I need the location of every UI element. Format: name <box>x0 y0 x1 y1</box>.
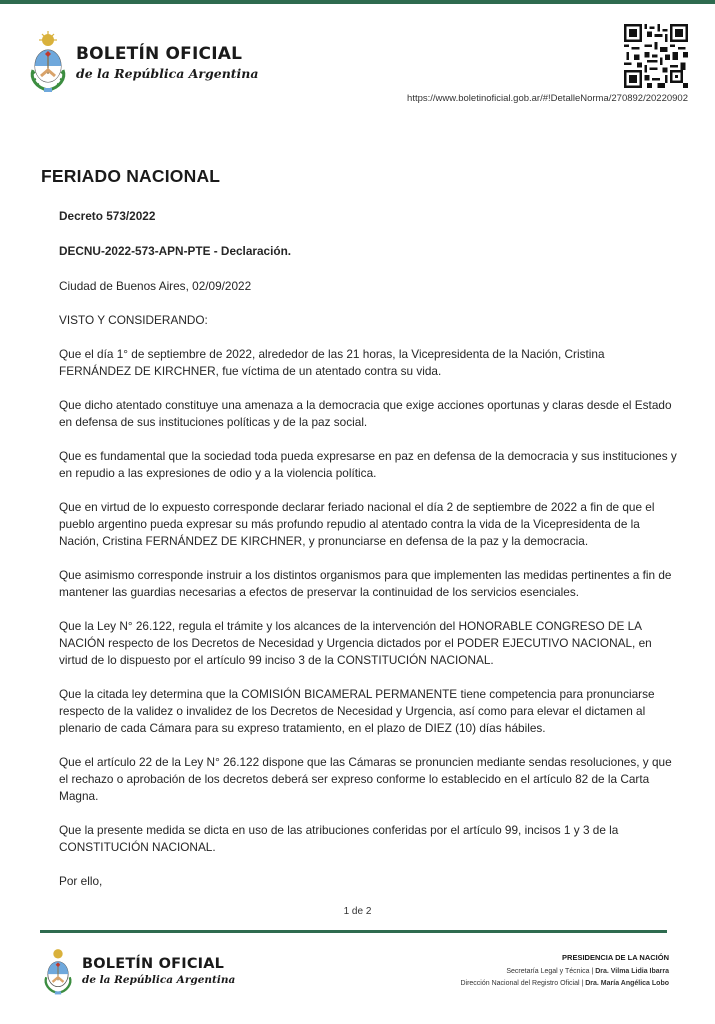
brand-title: BOLETÍN OFICIAL <box>76 43 243 64</box>
direccion-label: Dirección Nacional del Registro Oficial | <box>460 980 586 987</box>
secretaria-name: Dra. Vilma Lidia Ibarra <box>595 968 669 975</box>
secretaria-line <box>460 966 669 978</box>
paragraph: Que asimismo corresponde instruir a los distintos organismos para que implementen las medidas pertinentes a fin de mantener las guardias necesarias a efectos de preservar la continuidad de los servicios esenciales. <box>59 568 672 599</box>
paragraph: Que el día 1° de septiembre de 2022, alrededor de las 21 horas, la Vicepresidenta de la Nación, Cristina FERNÁNDEZ DE KIRCHNER, fue víctima de un atentado contra su vida. <box>59 347 605 378</box>
document-url[interactable]: https://www.boletinoficial.gob.ar/#!DetalleNorma/270892/20220902 <box>407 93 688 104</box>
top-accent-bar <box>0 0 715 4</box>
direccion-name: Dra. María Angélica Lobo <box>585 980 669 987</box>
header-logo <box>28 30 259 94</box>
brand <box>76 44 259 81</box>
paragraph: Que es fundamental que la sociedad toda pueda expresarse en paz en defensa de la democracia y sus instituciones y en repudio a las expresiones de odio y a la violencia política. <box>59 449 677 480</box>
presidency-label: PRESIDENCIA DE LA NACIÓN <box>562 953 669 962</box>
footer-logo <box>42 946 235 996</box>
paragraph: Que en virtud de lo expuesto corresponde declarar feriado nacional el día 2 de septiembre de 2022 a fin de que el pueblo argentino pueda expresar su más profundo repudio al atentado contra la vida de la Vicepresidenta de la Nación, Cristina FERNÁNDEZ DE KIRCHNER, y pronunciarse en defensa de la paz y la democracia. <box>59 500 655 548</box>
visto-heading: VISTO Y CONSIDERANDO: <box>59 313 208 327</box>
paragraph: Que la presente medida se dicta en uso de las atribuciones conferidas por el artículo 99, incisos 1 y 3 de la CONSTITUCIÓN NACIONAL. <box>59 823 619 854</box>
document-body <box>59 208 679 907</box>
footer-brand-subtitle: de la República Argentina <box>82 974 236 986</box>
paragraph: Que la Ley N° 26.122, regula el trámite y los alcances de la intervención del HONORABLE CONGRESO DE LA NACIÓN respecto de los Decretos de Necesidad y Urgencia dictados por el PODER EJECUTIVO NACIONAL, en virtud de lo dispuesto por el artículo 99 inciso 3 de la CONSTITUCIÓN NACIONAL. <box>59 619 652 667</box>
footer-divider <box>40 930 667 933</box>
paragraph: Que dicho atentado constituye una amenaza a la democracia que exige acciones oportunas y claras desde el Estado en defensa de sus instituciones políticas y de la paz social. <box>59 398 672 429</box>
argentina-coat-of-arms-icon <box>28 30 68 94</box>
footer-brand <box>82 956 235 986</box>
page-title: FERIADO NACIONAL <box>41 166 221 186</box>
direccion-line <box>460 978 669 990</box>
qr-code-icon[interactable] <box>624 24 688 88</box>
decree-number: Decreto 573/2022 <box>59 209 156 223</box>
footer-brand-title: BOLETÍN OFICIAL <box>82 956 225 972</box>
argentina-coat-of-arms-icon <box>42 946 74 996</box>
closing: Por ello, <box>59 874 103 888</box>
paragraph: Que el artículo 22 de la Ley N° 26.122 dispone que las Cámaras se pronuncien mediante sendas resoluciones, y que el rechazo o aprobación de los decretos deberá ser expreso conforme lo establecido en el artículo 82 de la Carta Magna. <box>59 755 672 803</box>
paragraph: Que la citada ley determina que la COMISIÓN BICAMERAL PERMANENTE tiene competencia para pronunciarse respecto de la validez o invalidez de los Decretos de Necesidad y Urgencia, así como para elevar el dictamen al plenario de cada Cámara para su expreso tratamiento, en el plazo de DIEZ (10) días hábiles. <box>59 687 655 735</box>
secretaria-label: Secretaría Legal y Técnica | <box>506 968 596 975</box>
footer-credits <box>460 952 669 990</box>
page-number: 1 de 2 <box>343 906 372 917</box>
brand-subtitle: de la República Argentina <box>76 65 259 81</box>
city-date: Ciudad de Buenos Aires, 02/09/2022 <box>59 279 252 293</box>
decree-code: DECNU-2022-573-APN-PTE - Declaración. <box>59 244 292 258</box>
